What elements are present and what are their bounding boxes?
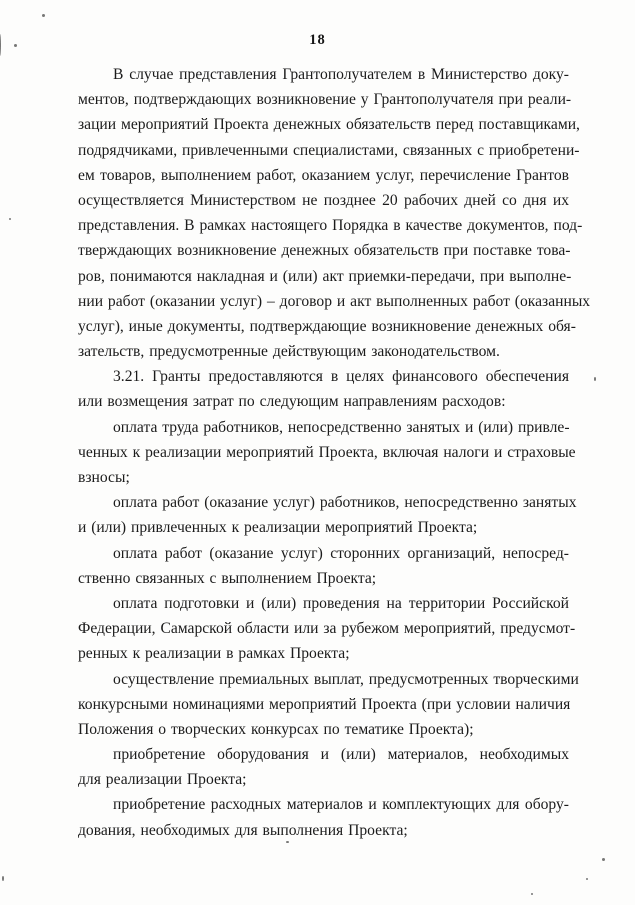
text-line: зательств, предусмотренные действующим законодательством. (78, 343, 500, 361)
scan-speck (14, 44, 17, 47)
text-line: осуществляется Министерством не позднее 20 рабочих дней со дня их (78, 191, 569, 209)
text-line: ренных к реализации в рамках Проекта; (78, 645, 350, 663)
text-line: зации мероприятий Проекта денежных обязательств перед поставщиками, (78, 116, 580, 134)
text-line: или возмещения затрат по следующим направлениям расходов: (78, 393, 506, 411)
text-line: конкурсными номинациями мероприятий Проекта (при условии наличия (78, 695, 571, 713)
scan-speck (42, 14, 45, 17)
scan-speck (0, 34, 1, 56)
scan-speck (586, 878, 588, 880)
text-line: и (или) привлеченных к реализации мероприятий Проекта; (78, 519, 478, 537)
scan-speck (2, 876, 4, 881)
text-line: оплата работ (оказание услуг) работников, непосредственно занятых (113, 494, 577, 512)
text-line: ем товаров, выполнением работ, оказанием услуг, перечисление Грантов (78, 166, 569, 184)
scan-speck (286, 841, 289, 843)
text-line: ченных к реализации мероприятий Проекта, включая налоги и страховые (78, 443, 576, 461)
document-body (78, 62, 591, 843)
scan-speck (531, 893, 533, 895)
text-line: дования, необходимых для выполнения Проекта; (78, 821, 408, 839)
text-line: приобретение расходных материалов и комплектующих для обору- (113, 796, 569, 814)
scan-speck (602, 858, 605, 861)
text-line: приобретение оборудования и (или) материалов, необходимых (113, 746, 569, 764)
text-line: нии работ (оказании услуг) – договор и акт выполненных работ (оказанных (78, 292, 591, 310)
text-line: ственно связанных с выполнением Проекта; (78, 569, 377, 587)
text-line: тверждающих возникновение денежных обязательств при поставке това- (78, 242, 571, 260)
page-number: 18 (309, 32, 326, 48)
text-line: для реализации Проекта; (78, 771, 247, 789)
text-line: услуг), иные документы, подтверждающие возникновение денежных обя- (78, 317, 576, 335)
text-line: Федерации, Самарской области или за рубежом мероприятий, предусмот- (78, 620, 576, 638)
text-line: оплата работ (оказание услуг) сторонних организаций, непосред- (113, 544, 569, 562)
scan-speck (9, 218, 11, 220)
text-line: ров, понимаются накладная и (или) акт приемки-передачи, при выполне- (78, 267, 572, 285)
text-line: оплата труда работников, непосредственно занятых и (или) привле- (113, 418, 570, 436)
text-line: Положения о творческих конкурсах по тематике Проекта); (78, 720, 474, 738)
text-line: подрядчиками, привлеченными специалистами, связанных с приобретени- (78, 141, 580, 159)
text-line: 3.21. Гранты предоставляются в целях финансового обеспечения (113, 368, 569, 386)
text-line: оплата подготовки и (или) проведения на территории Российской (113, 594, 569, 612)
text-line: взносы; (78, 469, 130, 486)
text-line: ментов, подтверждающих возникновение у Грантополучателя при реали- (78, 91, 572, 109)
text-line: осуществление премиальных выплат, предусмотренных творческими (113, 670, 579, 688)
text-line: В случае представления Грантополучателем в Министерство доку- (113, 66, 569, 83)
text-line: представления. В рамках настоящего Порядка в качестве документов, под- (78, 217, 583, 235)
scan-speck (594, 377, 596, 381)
